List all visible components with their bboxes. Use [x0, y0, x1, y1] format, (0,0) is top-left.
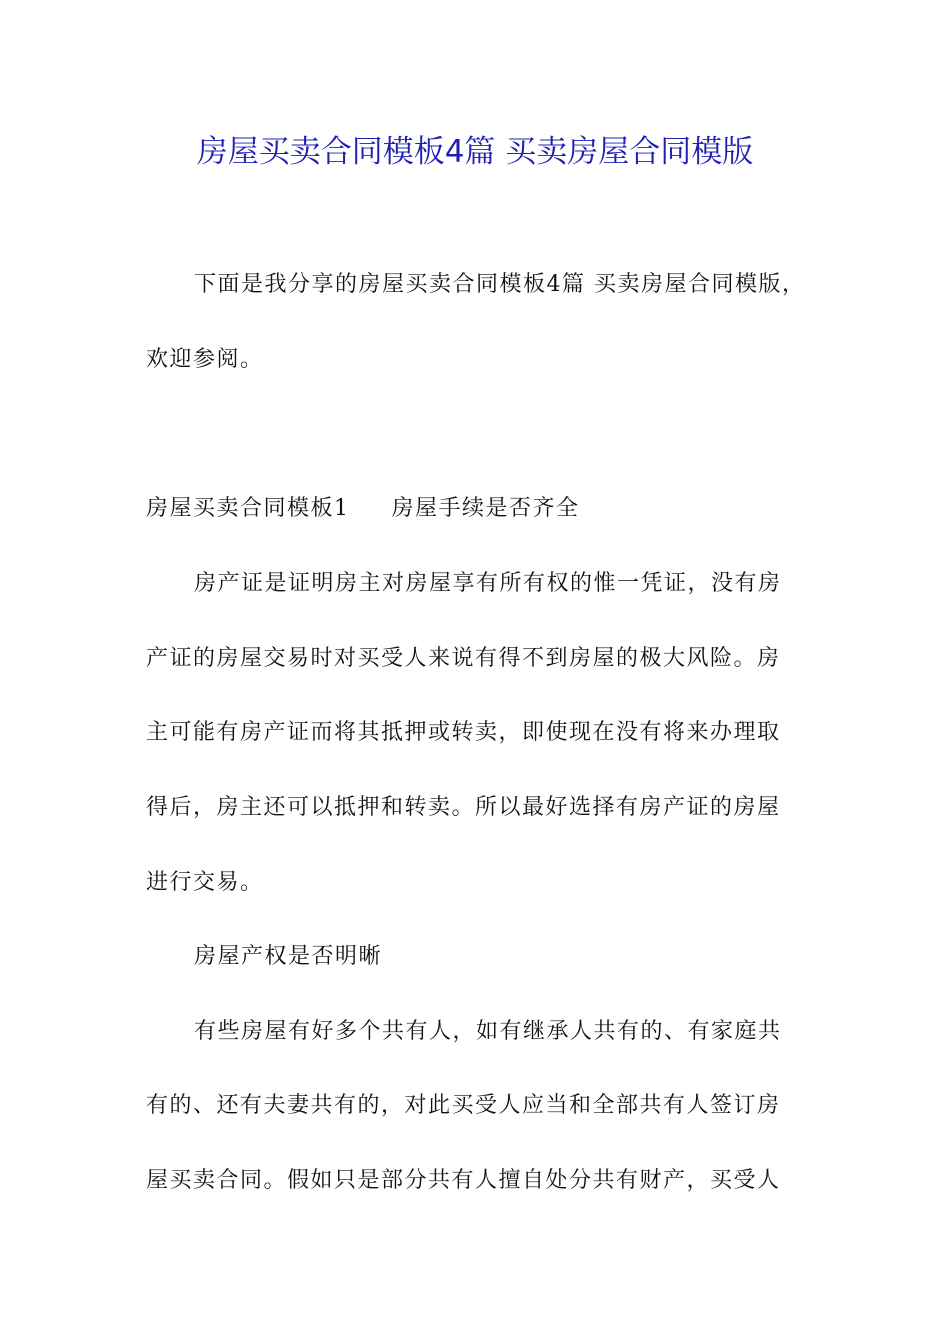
subheading-property-rights: 房屋产权是否明晰 [194, 944, 383, 969]
para1-line-2: 产证的房屋交易时对买受人来说有得不到房屋的极大风险。房 [146, 646, 781, 671]
para2-line-2: 有的、还有夫妻共有的，对此买受人应当和全部共有人签订房 [146, 1093, 781, 1118]
para2-line-3: 屋买卖合同。假如只是部分共有人擅自处分共有财产，买受人 [146, 1168, 781, 1193]
intro-line-1: 下面是我分享的房屋买卖合同模板4篇 买卖房屋合同模版， [194, 272, 806, 297]
para2-line-1: 有些房屋有好多个共有人，如有继承人共有的、有家庭共 [194, 1019, 782, 1044]
para1-line-1: 房产证是证明房主对房屋享有所有权的惟一凭证，没有房 [194, 571, 782, 596]
para1-line-3: 主可能有房产证而将其抵押或转卖，即使现在没有将来办理取 [146, 720, 781, 745]
para1-line-5: 进行交易。 [146, 870, 264, 895]
section-subheading: 房屋手续是否齐全 [391, 496, 580, 521]
section-heading-title: 房屋买卖合同模板1 [146, 496, 350, 521]
para1-line-4: 得后，房主还可以抵押和转卖。所以最好选择有房产证的房屋 [146, 795, 781, 820]
intro-line-2: 欢迎参阅。 [146, 347, 264, 372]
document-title: 房屋买卖合同模板4篇 买卖房屋合同模版 [196, 134, 754, 170]
section-heading [146, 492, 580, 526]
